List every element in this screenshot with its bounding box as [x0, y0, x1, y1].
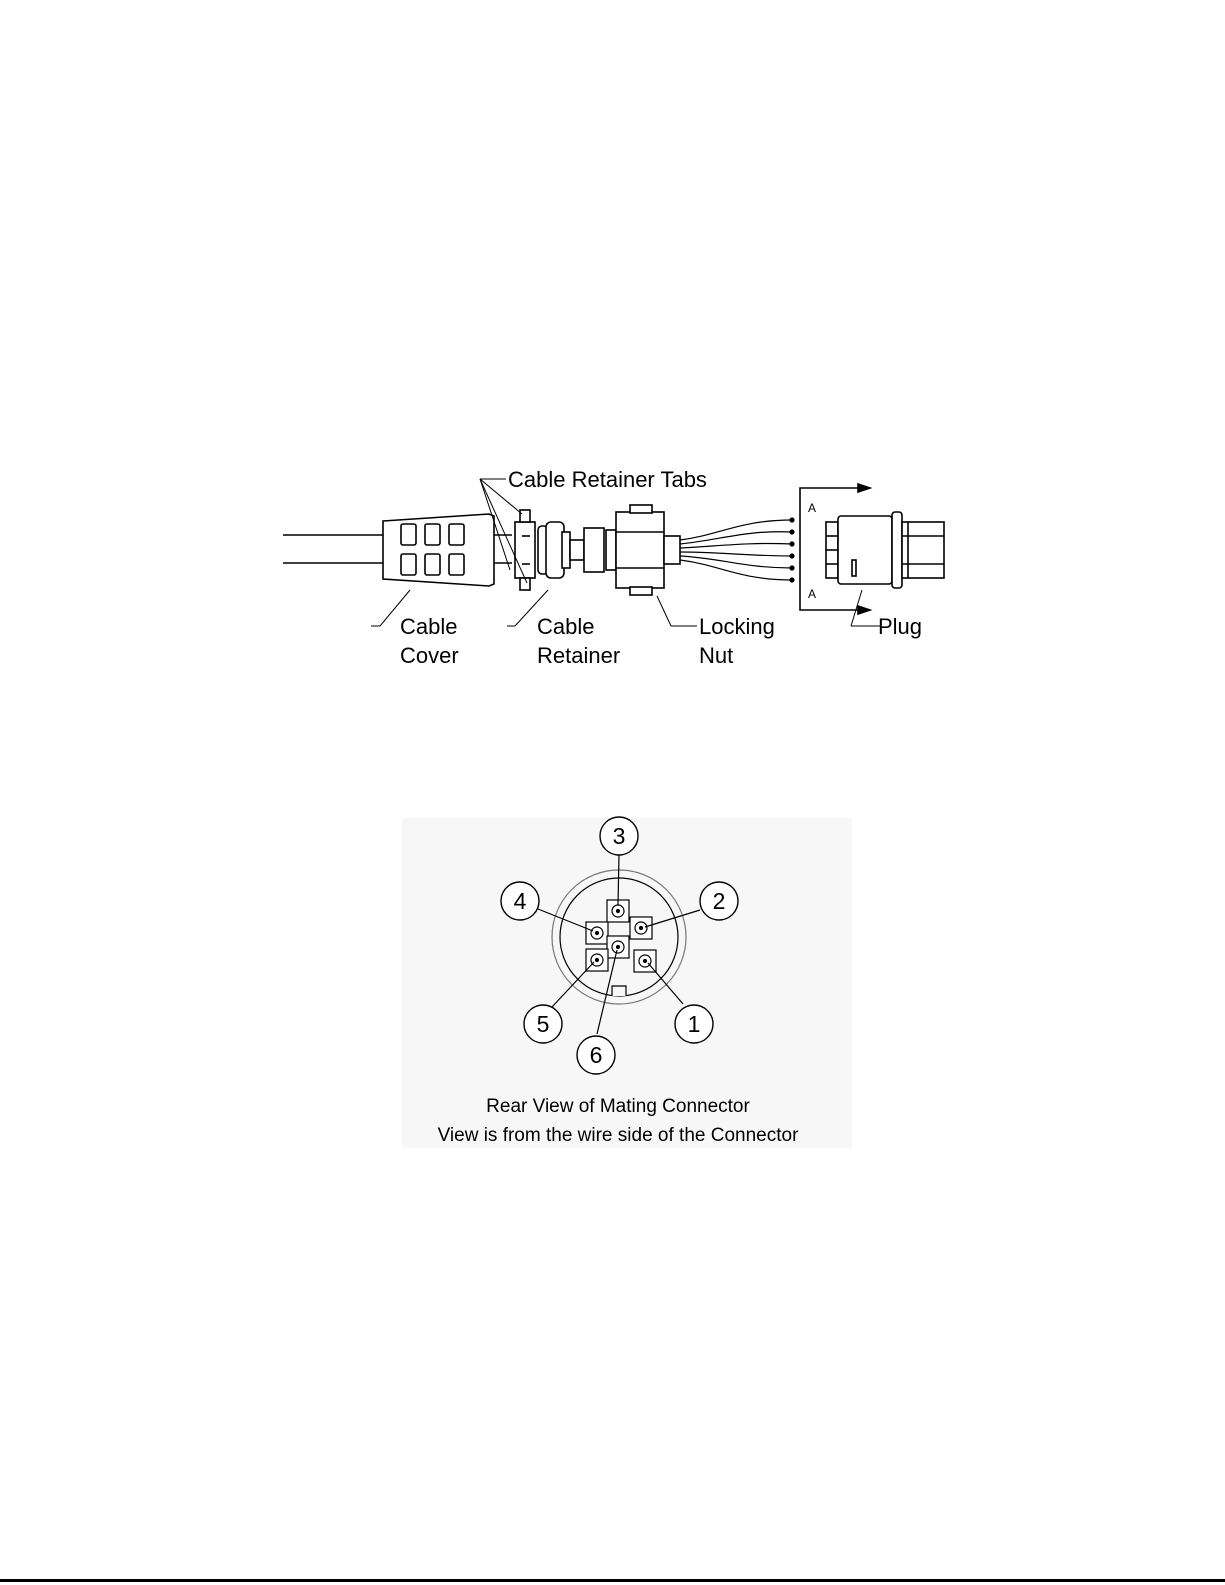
cable-cover: [383, 514, 512, 586]
plug: [826, 512, 944, 588]
label-cable-retainer-line1: Cable: [537, 614, 595, 639]
caption-line-2: View is from the wire side of the Connector: [437, 1125, 799, 1146]
cable: [283, 535, 383, 563]
caption-line-1: Rear View of Mating Connector: [486, 1096, 750, 1117]
section-mark-top: A: [808, 501, 817, 515]
label-cable-retainer-tabs: Cable Retainer Tabs: [508, 467, 707, 492]
label-locking-nut-line2: Nut: [699, 643, 734, 668]
cable-assembly-diagram: [283, 479, 944, 626]
pin-contact-2: [630, 917, 652, 939]
label-cable-retainer-line2: Retainer: [537, 643, 621, 668]
connector-rear-view: [402, 817, 852, 1148]
pin-number-5: 5: [536, 1011, 550, 1037]
label-plug: Plug: [878, 614, 923, 639]
pin-number-1: 1: [687, 1011, 701, 1037]
cable-retainer: [515, 510, 604, 590]
locking-nut: [606, 505, 680, 595]
pin-number-3: 3: [612, 823, 626, 849]
wire-bundle: [680, 518, 794, 582]
label-cable-cover-line1: Cable: [400, 614, 458, 639]
label-locking-nut-line1: Locking: [699, 614, 775, 639]
pin-number-4: 4: [513, 888, 527, 914]
pin-number-2: 2: [712, 888, 726, 914]
pin-contact-6: [607, 936, 629, 958]
bottom-rule: [0, 1579, 1225, 1582]
pin-contact-4: [586, 922, 608, 944]
section-mark-bottom: A: [808, 587, 817, 601]
label-cable-cover-line2: Cover: [400, 643, 459, 668]
pin-number-6: 6: [589, 1042, 603, 1068]
